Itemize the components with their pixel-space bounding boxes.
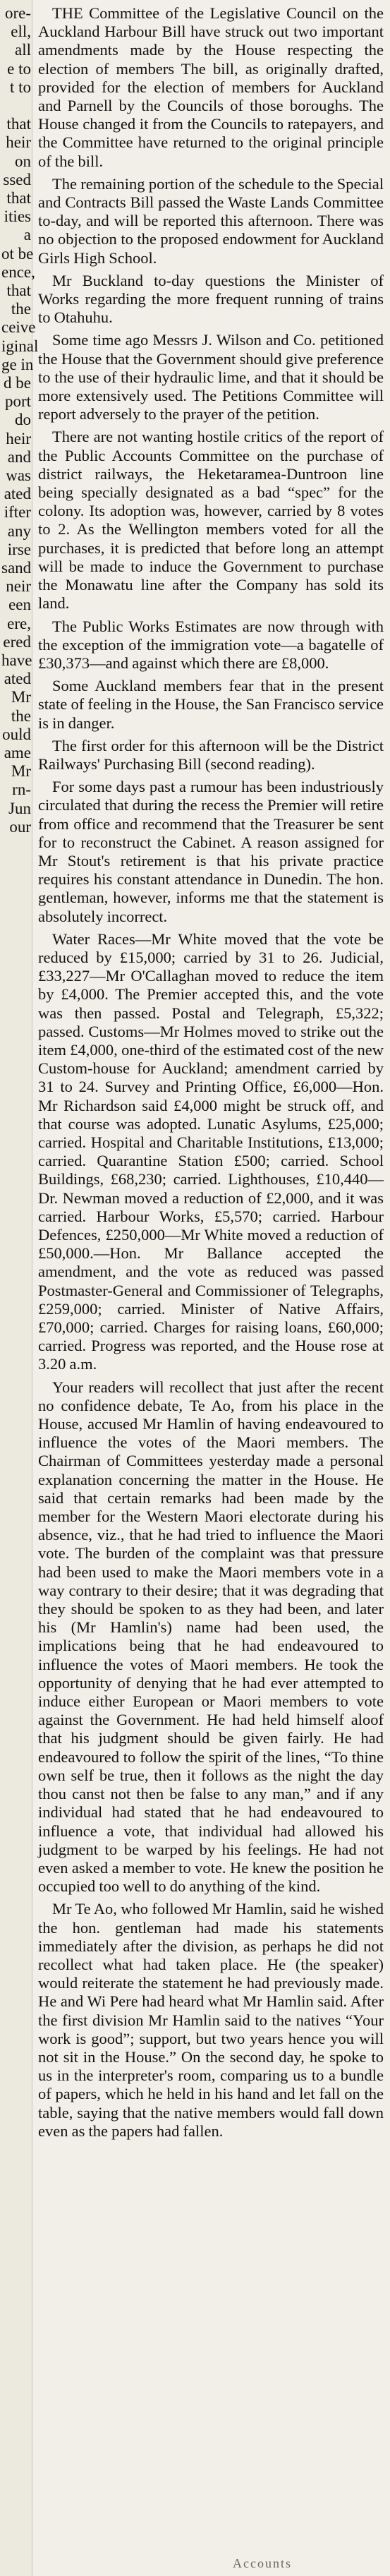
edge-fragment: that [6, 115, 31, 133]
paragraph-public-works-estimates: The Public Works Estimates are now through with the exception of the immigration vote—a bagatelle of £30,373—and against which there are £8,000. [38, 617, 384, 672]
edge-fragment: d be [4, 374, 31, 392]
paragraph-estimates-votes: Water Races—Mr White moved that the vote be reduced by £15,000; carried by 31 to 26. Judicial, £33,227—Mr O'Callaghan moved to reduce the item by £4,000. The Premier accepted this, and the vote was then passed. Postal and Telegraph, £5,322; passed. Customs—Mr Holmes moved to strike out the item £4,000, one-third of the estimated cost of the new Custom-house for Auckland; amendment carried by 31 to 24. Survey and Printing Office, £6,000—Hon. Mr Richardson said £4,000 might be struck off, and that course was adopted. Lunatic Asylums, £25,000; carried. Hospital and Charitable Institutions, £13,000; carried. Quarantine Station £500; carried. School Buildings, £68,230; carried. Lighthouses, £10,440—Dr. Newman moved a reduction of £2,000, and it was carried. Harbour Works, £5,570; carried. Harbour Defences, £250,000—Mr White moved a reduction of £50,000.—Hon. Mr Ballance accepted the amendment, and the vote as reduced was passed Postmaster-General and Commissioner of Telegraphs, £259,000; carried. Minister of Native Affairs, £70,000; carried. Charges for raising loans, £60,000; carried. Progress was reported, and the House rose at 3.20 a.m. [38, 929, 384, 1373]
paragraph-otahuhu-trains: Mr Buckland to-day questions the Minister of Works regarding the more frequent running of trains to Otahuhu. [38, 271, 384, 327]
edge-fragment: ities [4, 207, 31, 226]
edge-fragment: irse [7, 540, 31, 558]
edge-fragment: Mr [11, 762, 31, 781]
paragraph-te-ao-reply: Mr Te Ao, who followed Mr Hamlin, said he wished the hon. gentleman had made his statements immediately after the division, as perhaps he did not recollect what had taken place. He (the speaker) would reiterate the statement he had previously made. He and Wi Pere had heard what Mr Hamlin said. After the first division Mr Hamlin said to the natives “Your work is good”; support, but two years hence you will not sit in the House.” On the second day, he spoke to us in the interpreter's room, comparing us to a bundle of papers, which he held in his hand and let fall on the table, saying that the native members would fall down even as the papers had fallen. [38, 1900, 384, 2140]
edge-fragment: ould [2, 725, 31, 743]
edge-fragment: ot be [1, 244, 34, 263]
edge-fragment: ame [4, 744, 31, 762]
edge-fragment: t to [9, 78, 31, 96]
edge-fragment: and [7, 447, 31, 466]
edge-fragment: ated [4, 670, 31, 688]
edge-fragment: do [15, 411, 31, 429]
edge-fragment: on [15, 152, 31, 170]
paragraph-hamlin-explanation: Your readers will recollect that just after the recent no confidence debate, Te Ao, from his place in the House, accused Mr Hamlin of having endeavoured to influence the votes of the Maori members. The Chairman of Committees yesterday made a personal explanation concerning the matter in the House. He said that certain remarks had been made by the member for the Western Maori electorate during his absence, viz., that he had tried to influence the Maori vote. The burden of the complaint was that pressure had been used to make the Maori members vote in a way contrary to their desire; that it was degrading that they should be spoken to as they had been, and later his (Mr Hamlin's) name had been used, the implications being that he had endeavoured to influence the votes of Maori members. He took the opportunity of denying that he had ever attempted to induce either European or Maori members to vote against the Government. He had held himself aloof that his judgment should be given fairly. He had endeavoured to follow the spirit of the lines, “To thine own self be true, then it follows as the night the day thou canst not then be false to any man,” and if any individual had stated that he had endeavoured to influence a vote, that individual had allowed his judgment to be warped by his feelings. He had not even asked a member to vote. He knew the position he occupied too well to do anything of the kind. [38, 1378, 384, 1896]
edge-fragment: ge in [1, 355, 34, 373]
paragraph-contracts-bill: The remaining portion of the schedule to the Special and Contracts Bill passed the Waste Lands Committee to-day, and will be reported this afternoon. There was no objection to the proposed endowment for Auckland Girls High School. [38, 174, 384, 267]
edge-fragment: e to [7, 59, 31, 78]
paragraph-san-francisco-service: Some Auckland members fear that in the present state of feeling in the House, the San Francisco service is in danger. [38, 677, 384, 732]
adjacent-column-edge [0, 0, 39, 2576]
edge-fragment: ssed [3, 170, 31, 188]
edge-fragment: port [4, 392, 31, 411]
edge-fragment: een [8, 596, 31, 614]
edge-fragment: any [7, 522, 31, 540]
footer-partial-text: Accounts [233, 2556, 292, 2570]
edge-fragment: ered [3, 632, 31, 651]
edge-fragment: Jun [8, 799, 31, 817]
edge-fragment: that [6, 189, 31, 207]
paragraph-order-of-day: The first order for this afternoon will be the District Railways' Purchasing Bill (second reading). [38, 736, 384, 773]
edge-fragment: all [15, 41, 31, 59]
edge-fragment: a [23, 226, 31, 244]
edge-fragment: the [11, 706, 31, 725]
edge-fragment: was [6, 467, 31, 484]
edge-fragment: neir [6, 577, 31, 596]
edge-fragment: the [11, 300, 31, 318]
edge-fragment: iginal [1, 337, 39, 355]
edge-fragment: heir [6, 133, 31, 152]
edge-fragment: ere, [7, 614, 31, 632]
edge-fragment: our [9, 817, 31, 836]
edge-fragment: ifter [4, 503, 31, 522]
edge-fragment: ceive [1, 318, 36, 337]
edge-fragment: have [1, 651, 32, 669]
paragraph-premier-rumour: For some days past a rumour has been industriously circulated that during the recess the Premier will retire from office and recommend that the Treasurer be sent for to reconstruct the Cabinet. A reason assigned for Mr Stout's retirement is that his private practice requires his constant attendance in Dunedin. The hon. gentleman, however, informs me that the statement is absolutely incorrect. [38, 778, 384, 925]
edge-fragment: heir [6, 429, 31, 447]
edge-fragment: sand [1, 559, 32, 577]
paragraph-district-railways: There are not wanting hostile critics of the report of the Public Accounts Committee on the purchase of district railways, the Heketaramea-Duntroon line being specially designated as a bad “spec” for the colony. Its adoption was, however, carried by 8 votes to 2. As the Wellington members voted for all the purchases, it is predicted that before long an attempt will be made to induce the Government to purchase the Monawatu line after the Company has sold its land. [38, 428, 384, 613]
edge-fragment: ence, [1, 263, 35, 281]
paragraph-harbour-bill: THE Committee of the Legislative Council on the Auckland Harbour Bill have struck out two important amendments made by the House respecting the election of members The bill, as originally drafted, provided for the election of members for Auckland and Parnell by the Councils of those boroughs. The House changed it from the Councils to ratepayers, and the Committee have returned to the original principle of the bill. [38, 4, 384, 170]
edge-fragment: ore- [4, 4, 31, 22]
edge-fragment: Mr [11, 688, 31, 706]
edge-fragment: rn- [12, 781, 31, 799]
edge-fragment: ated [4, 485, 31, 503]
edge-fragment: that [6, 282, 31, 299]
edge-fragment: ell, [11, 23, 31, 41]
article-body [38, 4, 384, 2141]
paragraph-hydraulic-lime: Some time ago Messrs J. Wilson and Co. petitioned the House that the Government should give preference to the use of their hydraulic lime, and that it should be more extensively used. The Petitions Committee will report adversely to the prayer of the petition. [38, 331, 384, 423]
